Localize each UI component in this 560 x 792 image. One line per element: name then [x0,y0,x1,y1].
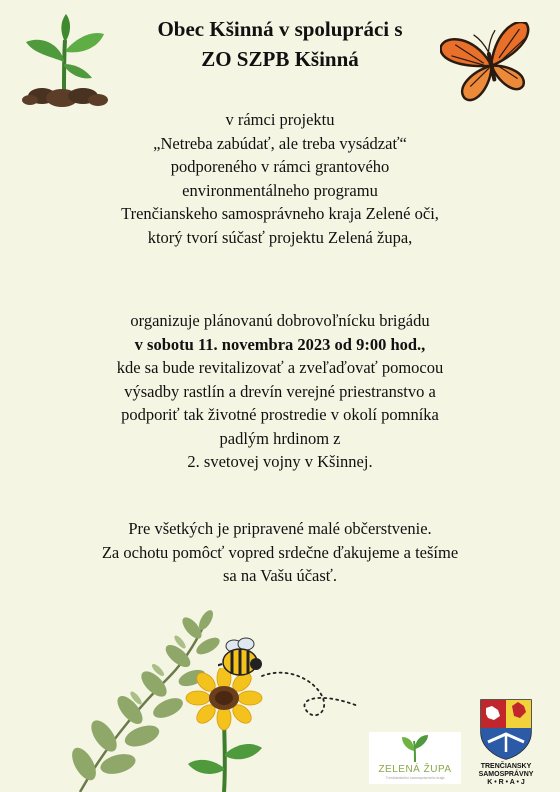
intro-line: podporeného v rámci grantového [170,157,390,176]
tsk-coat-of-arms [478,698,534,760]
event-paragraph [40,309,520,474]
event-line: organizuje plánovanú dobrovoľnícku brigádu [130,311,430,330]
tsk-label [470,763,542,787]
tsk-label-line-3: K • R • A • J [487,779,525,786]
event-line: kde sa bude revitalizovať a zveľaďovať pomocou [116,358,444,377]
event-date: v sobotu 11. novembra 2023 od 9:00 hod., [134,334,426,354]
intro-line: Trenčianskeho samosprávneho kraja Zelené oči, [121,204,439,223]
zelena-zupa-logo [369,732,461,784]
event-line: výsadby rastlín a drevín verejné priestranstvo a [124,381,436,401]
intro-line: ktorý tvorí súčasť projektu Zelená župa, [147,227,413,247]
event-line: 2. svetovej vojny v Kšinnej. [187,452,373,471]
zelena-zupa-name: ZELENÁ ŽUPA [378,764,452,775]
zelena-zupa-sub: Trenčianskeho samosprávneho kraja [385,776,445,780]
leaves-icon [400,735,430,763]
event-line: padlým hrdinom z [219,428,341,448]
tsk-label-line-2: SAMOSPRÁVNY [478,771,534,778]
closing-line: sa na Vašu účasť. [223,566,337,585]
butterfly-icon [440,22,540,106]
intro-line: environmentálneho programu [182,180,378,200]
intro-line: v rámci projektu [225,110,335,129]
bee-icon [218,636,368,728]
event-line: podporiť tak životné prostredie v okolí pomníka [121,405,439,424]
title-line-1: Obec Kšinná v spolupráci s [157,17,403,41]
closing-paragraph [40,517,520,588]
intro-paragraph [40,108,520,249]
sprout-icon [20,12,110,108]
tsk-label-line-1: TRENČIANSKY [480,763,532,770]
closing-line: Za ochotu pomôcť vopred srdečne ďakujeme a tešíme [101,542,459,562]
title-line-2: ZO SZPB Kšinná [201,47,359,71]
project-name: „Netreba zabúdať, ale treba vysádzať“ [153,133,407,153]
closing-line: Pre všetkých je pripravené malé občerstvenie. [128,519,432,538]
